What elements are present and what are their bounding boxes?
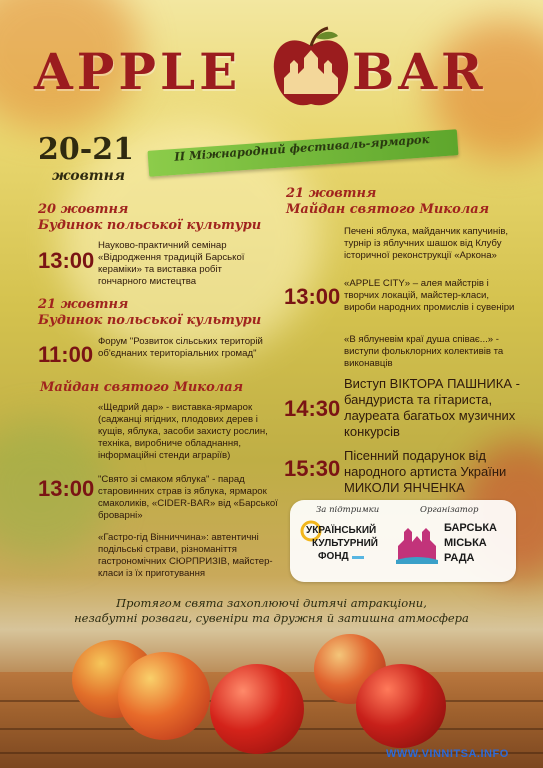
footer-line1: Протягом свята захоплюючі дитячі атракціони, [116,596,427,610]
left-event3-text: «Щедрий дар» - виставка-ярмарок (саджанці ягідних, плодових дерев і кущів, яблука, засоби захисту рослин, техніка, виробниче обладнання, інформаційні стенди аграріїв) [98,402,268,461]
left-event4-text-b: «Гастро-гід Вінниччина»: автентичні подільські страви, різноманіття гастрономічних СЮРПРИЗІВ, майстер-класи із їх приготування [98,532,273,579]
right-section-place: Майдан святого Миколая [286,202,490,217]
right-event1-time: 13:00 [284,284,341,309]
left-section2-date: 21 жовтня [38,297,129,312]
right-event1-text-c: «В яблуневім краї душа співає...» - виступи фольклорних колективів та виконавців [344,334,504,369]
apple-image [210,664,304,754]
apple-image [356,664,446,748]
support-name-2: КУЛЬТУРНИЙ [312,538,378,549]
title-apple: APPLE [34,42,242,101]
organizer-label: Організатор [420,505,479,515]
footer-line2: незабутні розваги, сувеніри та дружня й затишна атмосфера [74,611,469,625]
support-name-3: ФОНД [318,551,349,562]
support-name-1: УКРАЇНСЬКИЙ [306,525,377,536]
festival-dates: 20-21 [38,132,134,167]
left-section3-place: Майдан святого Миколая [40,380,244,395]
support-label: За підтримки [316,505,380,515]
left-event1-text: Науково-практичний семінар «Відродження традицій Барської кераміки» та виставка робіт гончарного мистецтва [98,240,245,287]
left-event2-text: Форум "Розвиток сільських територій об'єднаних територіальних громад" [98,336,263,359]
festival-subtitle: II Міжнародний фестиваль-ярмарок [173,131,430,164]
organizer-name-3: РАДА [444,552,475,564]
right-event1-text-a: Печені яблука, майданчик капучинів, турнір із яблучних шашок від Клубу історичної реконструкції «Аркона» [344,226,509,261]
watermark: WWW.VINNITSA.INFO [386,748,509,760]
title-bar: BAR [352,42,487,101]
left-event2-time: 11:00 [38,342,94,367]
left-event4-text-a: "Свято зі смаком яблука" - парад старовинних страв із яблука, ярмарок смаколиків, «CIDER-BAR» від «Барської броварні» [98,474,278,521]
organizer-name-1: БАРСЬКА [444,522,498,534]
organizer-name-2: МІСЬКА [444,537,487,549]
apple-image [118,652,210,740]
right-event1-text-b: «APPLE CITY» – алея майстрів і творчих локацій, майстер-класи, вироби народних промислів і сувеніри [344,278,515,313]
festival-month: жовтня [52,168,125,184]
left-section1-date: 20 жовтня [38,202,129,217]
left-event1-time: 13:00 [38,248,95,273]
right-event3-text: Пісенний подарунок від народного артиста України МИКОЛИ ЯНЧЕНКА [344,448,507,495]
apple-logo-icon [270,24,352,112]
left-section1-place: Будинок польської культури [38,218,262,233]
left-section2-place: Будинок польської культури [38,313,262,328]
right-section-date: 21 жовтня [286,186,377,201]
bar-church-logo-icon [394,520,440,566]
right-event3-time: 15:30 [284,456,341,481]
right-event2-time: 14:30 [284,396,341,421]
right-event2-text: Виступ ВІКТОРА ПАШНИКА - бандуриста та гітариста, лауреата багатьох музичних конкурсів [344,376,520,439]
left-event4-time: 13:00 [38,476,95,501]
ukf-accent-bar [352,556,364,559]
